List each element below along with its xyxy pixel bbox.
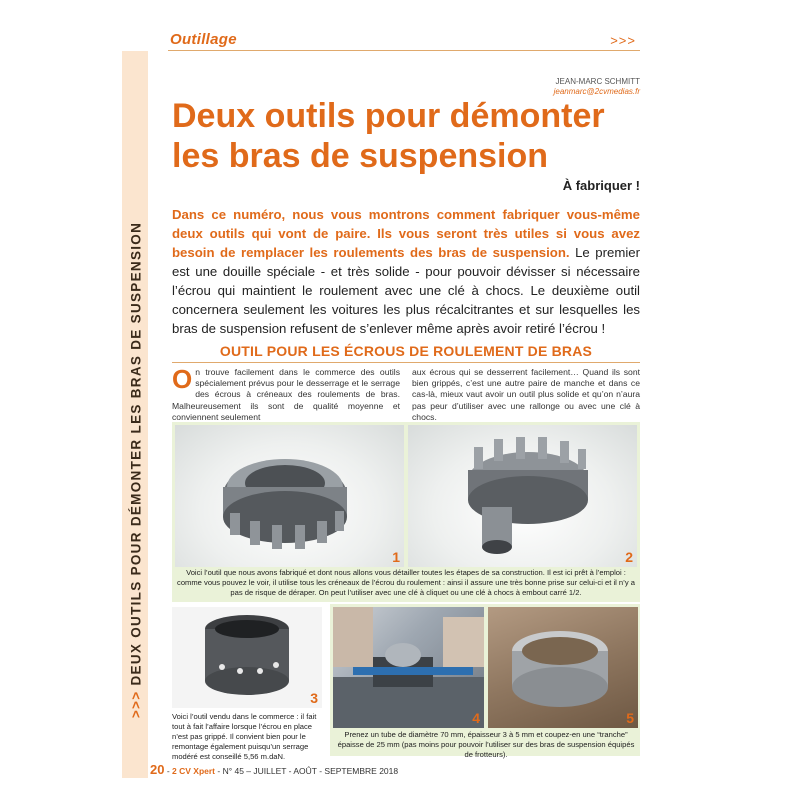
caption-photos-1-2: Voici l’outil que nous avons fabriqué et dont nous allons vous détailler toutes les étapes de sa construction. Il est ici prêt à l’emploi : comme vous pouvez le voir, il utilise tous les créneaux de l’écrou du roulement : ainsi il assure une très bonne prise sur celui-ci et il n’y a pas de risque de déraper. On peut l’utiliser avec une clé à cliquet ou une clé à chocs à embout carré 1/2. [177, 568, 635, 597]
photo-commercial-tool [172, 607, 322, 708]
header-arrows: >>> [610, 33, 636, 48]
issue-info: - N° 45 – JUILLET - AOÛT - SEPTEMBRE 2018 [215, 766, 399, 776]
commercial-socket-icon [172, 607, 322, 708]
sidebar-arrows: >>> [128, 690, 144, 719]
socket-tool-icon [175, 425, 404, 567]
photo-number-4: 4 [472, 710, 480, 726]
author-email[interactable]: jeanmarc@2cvmedias.fr [553, 87, 640, 96]
section-heading: OUTIL POUR LES ÉCROUS DE ROULEMENT DE BRAS [172, 343, 640, 363]
photo-custom-tool-side [408, 425, 637, 567]
caption-photos-4-5: Prenez un tube de diamètre 70 mm, épaisseur 3 à 5 mm et coupez-en une “tranche” épaisse de 25 mm (pas moins pour pouvoir l’utiliser sur des bras de suspension équipés de frotteurs). [337, 730, 635, 759]
photo-cutting-tube [333, 607, 484, 728]
caption-photo-3: Voici l’outil vendu dans le commerce : il fait tout à fait l’affaire lorsque l’écrou en place n’est pas grippé. Il convient bien pour le remontage également puisqu’un serrage modéré est conseillé 5,56 m.daN. [172, 712, 317, 761]
tube-ring-icon [488, 607, 638, 728]
sidebar-vertical-title [129, 222, 144, 718]
photo-number-3: 3 [310, 690, 318, 706]
magazine-name: 2 CV Xpert [172, 766, 216, 776]
article-subtitle: À fabriquer ! [562, 178, 640, 193]
article-title: Deux outils pour démonter les bras de suspension [172, 97, 605, 175]
drop-cap: O [172, 364, 193, 394]
author-block [554, 77, 640, 97]
photo-number-2: 2 [625, 549, 633, 565]
photo-custom-tool [175, 425, 404, 567]
body-column-1 [172, 364, 400, 423]
footer-separator: - [164, 766, 173, 776]
photo-number-5: 5 [626, 710, 634, 726]
intro-body: Le premier est une douille spéciale - et très solide - pour pouvoir dévisser si nécessaire l’écrou qui maintient le roulement avec une clé à chocs. Le deuxième outil concernera seulement les voitures les plus récalcitrantes et sur lesquelles les bras de suspension refusent de s’enlever même après avoir retiré l’écrou ! [172, 245, 641, 336]
author-name: JEAN-MARC SCHMITT [555, 77, 640, 86]
vise-cutting-icon [333, 607, 484, 728]
photo-tube-slice [488, 607, 638, 728]
page-footer [150, 762, 398, 777]
intro-lead: Dans ce numéro, nous vous montrons comment fabriquer vous-même deux outils qui vont de paire. Ils vous seront très utiles si vous avez besoin de remplacer les roulements des bras de suspension. [172, 207, 640, 260]
body-column-2: aux écrous qui se desserrent facilement… Quand ils sont bien grippés, c’est une autre paire de manche et dans ce cas-là, mieux vaut avoir un outil plus solide et qu’on n’aura pas peur d’utiliser avec une rallonge ou avec une clé à chocs. [412, 367, 640, 422]
page-number: 20 [150, 762, 165, 777]
body-column-1-text: n trouve facilement dans le commerce des outils spécialement prévus pour le desserrage et le serrage des écrous à créneaux des roulements de bras. Malheureusement ils sont de qualité moyenne et conviennent seulement [172, 367, 400, 422]
sidebar-label: DEUX OUTILS POUR DÉMONTER LES BRAS DE SUSPENSION [128, 221, 144, 686]
photo-number-1: 1 [392, 549, 400, 565]
section-name: Outillage [170, 31, 237, 48]
intro-paragraph [172, 205, 640, 338]
socket-tool-side-icon [408, 425, 637, 567]
section-header [168, 31, 640, 51]
